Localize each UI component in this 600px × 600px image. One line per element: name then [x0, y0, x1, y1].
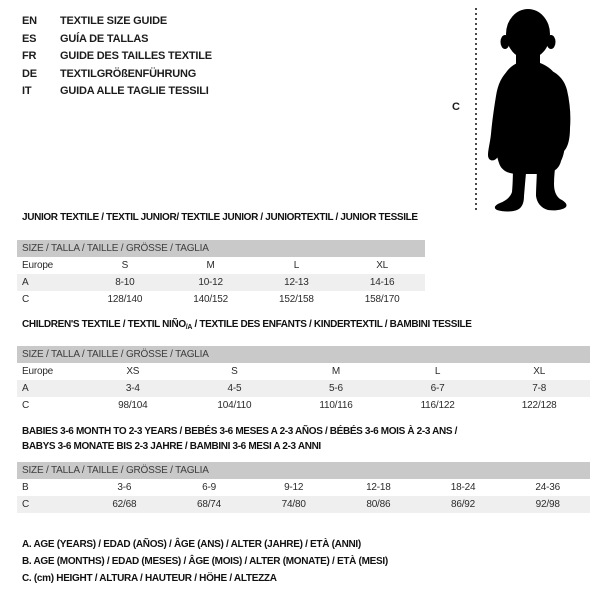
table-row-c	[17, 496, 590, 513]
measure-label-c: C	[452, 101, 460, 113]
language-label: TEXTILGRÖßENFÜHRUNG	[60, 67, 197, 80]
size-cell: 116/122	[420, 400, 455, 411]
language-row-es	[22, 31, 212, 49]
size-cell: 24-36	[535, 482, 560, 493]
row-label-cell: A	[22, 383, 29, 394]
size-cell: 7-8	[532, 383, 547, 394]
row-label-cell: B	[22, 482, 29, 493]
row-label-cell: Europe	[22, 366, 54, 377]
size-cell: 12-18	[366, 482, 391, 493]
language-code: EN	[22, 15, 37, 27]
size-cell: 158/170	[364, 294, 400, 305]
size-cell: M	[331, 366, 341, 377]
size-cell: 128/140	[107, 294, 143, 305]
junior-section-title: JUNIOR TEXTILE / TEXTIL JUNIOR/ TEXTILE JUNIOR / JUNIORTEXTIL / JUNIOR TESSILE	[22, 212, 418, 223]
size-cell: 110/116	[319, 400, 353, 411]
children-title-suffix: / TEXTILE DES ENFANTS / KINDERTEXTIL / BAMBINI TESSILE	[192, 319, 472, 330]
language-row-en	[22, 13, 212, 31]
table-row-c	[17, 397, 590, 414]
language-label: GUÍA DE TALLAS	[60, 32, 149, 45]
table-row-europe	[17, 363, 590, 380]
size-cell: 122/128	[521, 400, 557, 411]
language-label: GUIDE DES TAILLES TEXTILE	[60, 50, 212, 62]
silhouette-ear-left	[501, 35, 510, 49]
language-row-de	[22, 66, 212, 84]
babies-title-line1: BABIES 3-6 MONTH TO 2-3 YEARS / BEBÉS 3-6 MESES A 2-3 AÑOS / BÉBÉS 3-6 MOIS À 2-3 ANS /	[22, 426, 458, 437]
children-title-subscript: /A	[185, 324, 193, 331]
children-size-table	[17, 346, 590, 414]
note-height: C. (cm) HEIGHT / ALTURA / HAUTEUR / HÖHE / ALTEZZA	[22, 573, 277, 584]
size-cell: 92/98	[535, 499, 560, 510]
size-cell: 6-7	[430, 383, 445, 394]
legend-notes	[22, 536, 388, 587]
size-cell: 152/158	[279, 294, 314, 305]
toddler-silhouette-icon	[486, 8, 586, 213]
size-cell: XL	[533, 366, 546, 377]
row-label-cell: C	[22, 294, 30, 305]
size-cell: 18-24	[450, 482, 476, 493]
size-cell: S	[121, 260, 129, 271]
size-cell: 104/110	[217, 400, 252, 411]
babies-section-title	[22, 424, 457, 454]
table-row-europe	[17, 257, 425, 274]
height-measure-dotted-line	[475, 8, 477, 211]
size-cell: M	[206, 260, 215, 271]
junior-size-table	[17, 240, 425, 308]
silhouette-ear-right	[547, 35, 556, 49]
language-code: FR	[22, 50, 37, 62]
language-code: DE	[22, 67, 37, 80]
language-code: IT	[22, 85, 32, 97]
row-label-cell: Europe	[22, 260, 54, 271]
size-cell: 4-5	[227, 383, 242, 394]
language-code: ES	[22, 32, 37, 45]
table-row-b	[17, 479, 590, 496]
children-title-prefix: CHILDREN'S TEXTILE / TEXTIL NIÑO	[22, 319, 186, 330]
table-row-c	[17, 291, 425, 308]
size-cell: XL	[376, 260, 389, 271]
size-cell: XS	[126, 366, 140, 377]
note-age-months: B. AGE (MONTHS) / EDAD (MESES) / ÂGE (MOIS) / ALTER (MONATE) / ETÀ (MESI)	[22, 556, 388, 567]
size-cell: 86/92	[451, 499, 476, 510]
size-cell: 12-13	[284, 277, 309, 288]
note-age-years: A. AGE (YEARS) / EDAD (AÑOS) / ÂGE (ANS) / ALTER (JAHRE) / ETÀ (ANNI)	[22, 539, 361, 550]
size-cell: 5-6	[329, 383, 343, 394]
size-cell: 6-9	[202, 482, 216, 493]
children-section-title	[22, 319, 472, 330]
size-cell: 8-10	[115, 277, 135, 288]
size-cell: 98/104	[118, 400, 148, 411]
size-header-bar: SIZE / TALLA / TAILLE / GRÖSSE / TAGLIA	[17, 240, 425, 257]
size-cell: 80/86	[366, 499, 391, 510]
babies-size-table	[17, 462, 590, 513]
size-cell: 74/80	[281, 499, 306, 510]
language-label: GUIDA ALLE TAGLIE TESSILI	[60, 85, 209, 97]
size-cell: 10-12	[198, 277, 223, 288]
table-row-a	[17, 380, 590, 397]
size-cell: 68/74	[196, 499, 222, 510]
silhouette-leg-right	[536, 161, 567, 210]
row-label-cell: C	[22, 499, 30, 510]
language-row-fr	[22, 48, 212, 66]
babies-title-line2: BABYS 3-6 MONATE BIS 2-3 JAHRE / BAMBINI 3-6 MESI A 2-3 ANNI	[22, 441, 321, 452]
size-cell: 3-6	[117, 482, 132, 493]
size-header-bar: SIZE / TALLA / TAILLE / GRÖSSE / TAGLIA	[17, 462, 590, 479]
size-cell: 62/68	[112, 499, 137, 510]
size-cell: 140/152	[193, 294, 228, 305]
language-list	[22, 13, 212, 101]
row-label-cell: C	[22, 400, 30, 411]
language-label: TEXTILE SIZE GUIDE	[60, 15, 168, 27]
size-cell: 14-16	[369, 277, 395, 288]
size-cell: L	[293, 260, 300, 271]
language-row-it	[22, 83, 212, 101]
table-row-a	[17, 274, 425, 291]
row-label-cell: A	[22, 277, 29, 288]
size-cell: 3-4	[125, 383, 140, 394]
size-cell: L	[434, 366, 441, 377]
size-cell: 9-12	[284, 482, 304, 493]
size-header-bar: SIZE / TALLA / TAILLE / GRÖSSE / TAGLIA	[17, 346, 590, 363]
size-cell: S	[231, 366, 238, 377]
